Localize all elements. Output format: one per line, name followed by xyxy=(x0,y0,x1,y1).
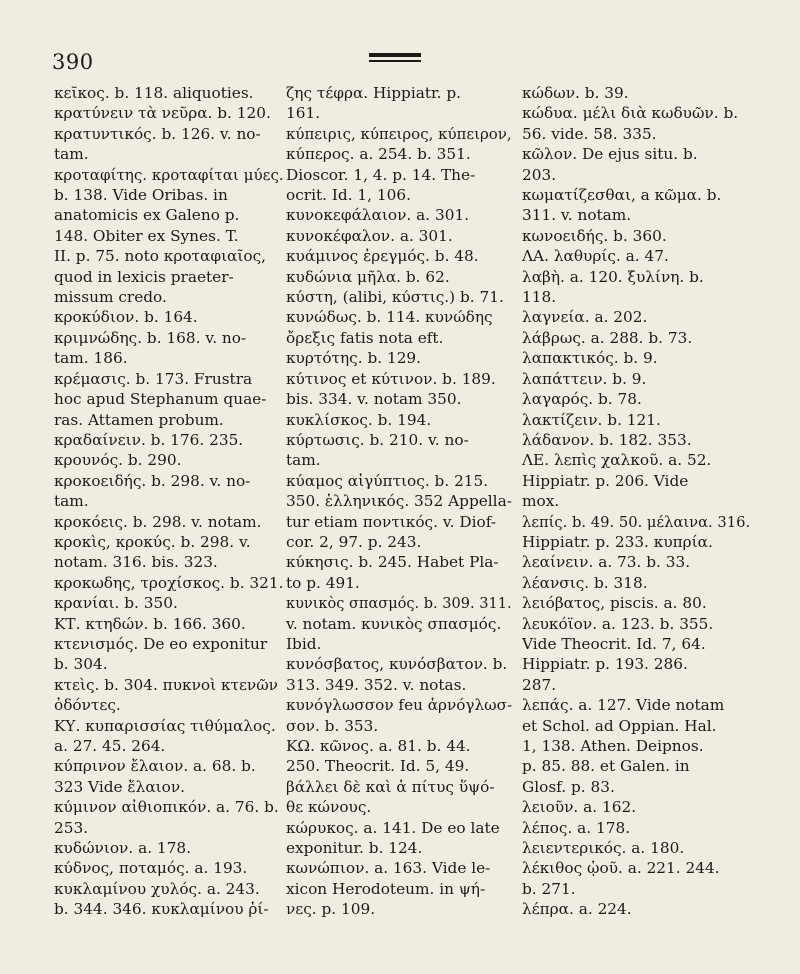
index-line: σον. b. 353. xyxy=(286,716,379,735)
index-line: λέκιθος ᾠοῦ. a. 221. 244. xyxy=(522,859,720,878)
index-line: Ibid. xyxy=(286,634,322,653)
index-column-3 xyxy=(522,83,751,919)
index-line: anatomicis ex Galeno p. xyxy=(54,206,240,225)
index-line: κυκλαμίνου χυλός. a. 243. xyxy=(54,879,260,898)
index-line: ὄρεξις fatis nota eft. xyxy=(286,328,444,347)
index-line: tur etiam ποντικός. v. Diof- xyxy=(286,512,497,531)
index-line: κώδων. b. 39. xyxy=(522,84,629,102)
index-line: 250. Theocrit. Id. 5, 49. xyxy=(286,757,470,776)
index-line: λαβὴ. a. 120. ξυλίνη. b. xyxy=(522,267,704,286)
index-line: Hippiatr. p. 206. Vide xyxy=(522,471,689,490)
index-line: νες. p. 109. xyxy=(286,900,376,919)
index-line: 350. ἑλληνικός. 352 Appella- xyxy=(286,492,512,511)
index-line: λέπος. a. 178. xyxy=(522,818,631,837)
index-line: ζης τέφρα. Hippiatr. p. xyxy=(286,84,462,102)
index-line: κυδώνια μῆλα. b. 62. xyxy=(286,267,450,286)
index-line: κυνοκεφάλαιον. a. 301. xyxy=(286,206,470,225)
index-line: κυδώνιον. a. 178. xyxy=(54,839,191,858)
index-line: κύρτωσις. b. 210. v. no- xyxy=(286,430,469,449)
index-line: κρατύνειν τὰ νεῦρα. b. 120. xyxy=(54,104,271,123)
index-line: Glosf. p. 83. xyxy=(522,777,615,796)
index-line: λεπάς. a. 127. Vide notam xyxy=(522,696,725,715)
index-line: λαπακτικός. b. 9. xyxy=(522,349,658,368)
index-line: κροκωδης, τροχίσκος. b. 321. xyxy=(54,573,284,592)
index-line: ras. Attamen probum. xyxy=(54,410,224,429)
index-line: et Schol. ad Oppian. Hal. xyxy=(522,716,717,735)
index-line: λέπρα. a. 224. xyxy=(522,900,632,919)
index-line: tam. 186. xyxy=(54,349,128,368)
index-line: κυάμινος ἐρεγμός. b. 48. xyxy=(286,247,479,266)
index-line: κυνοκέφαλον. a. 301. xyxy=(286,226,453,245)
index-line: a. 27. 45. 264. xyxy=(54,737,166,755)
index-line: 148. Obiter ex Synes. T. xyxy=(54,226,239,245)
index-line: κυνόσβατος, κυνόσβατον. b. xyxy=(286,655,508,674)
index-line: Vide Theocrit. Id. 7, 64. xyxy=(522,634,706,653)
index-line: λευκόϊον. a. 123. b. 355. xyxy=(522,614,714,633)
index-line: κύκησις. b. 245. Habet Pla- xyxy=(286,553,499,572)
index-line: to p. 491. xyxy=(286,573,360,592)
index-line: κριμνώδης. b. 168. v. no- xyxy=(54,328,247,347)
index-line: κύτινος et κύτινον. b. 189. xyxy=(286,369,496,388)
index-line: ὀδόντες. xyxy=(54,696,121,715)
index-line: λάβρως. a. 288. b. 73. xyxy=(522,328,693,347)
index-line: Dioscor. 1, 4. p. 14. The- xyxy=(286,165,476,184)
index-line: ΛΕ. λεπὶς χαλκοῦ. a. 52. xyxy=(522,451,712,470)
index-line: κυνικὸς σπασμός. b. 309. 311. xyxy=(286,594,512,613)
index-line: 161. xyxy=(286,104,321,123)
index-line: 253. xyxy=(54,818,89,837)
index-line: θε κώνους. xyxy=(286,798,372,817)
index-line: κύαμος αἰγύπτιος. b. 215. xyxy=(286,471,489,490)
index-line: λειόβατος, piscis. a. 80. xyxy=(522,594,707,613)
index-line: κύμινον αἰθιοπικόν. a. 76. b. xyxy=(54,798,279,817)
index-line: notam. 316. bis. 323. xyxy=(54,553,218,572)
index-line: βάλλει δὲ καὶ ἁ πίτυς ὕψό- xyxy=(286,777,495,796)
index-line: κύπρινον ἔλαιον. a. 68. b. xyxy=(54,757,256,776)
index-line: ΚΩ. κῶνος. a. 81. b. 44. xyxy=(286,737,471,755)
index-line: κροκὶς, κροκύς. b. 298. v. xyxy=(54,532,251,551)
index-line: 311. v. notam. xyxy=(522,206,632,225)
index-line: κροκύδιον. b. 164. xyxy=(54,308,198,327)
page-number: 390 xyxy=(52,50,94,74)
index-line: hoc apud Stephanum quae- xyxy=(54,390,267,409)
index-line: κύδνος, ποταμός. a. 193. xyxy=(54,859,248,878)
index-column-1 xyxy=(54,83,284,919)
index-line: κτεὶς. b. 304. πυκνοὶ κτενῶν xyxy=(54,675,278,694)
index-line: κυρτότης. b. 129. xyxy=(286,349,422,368)
index-line: xicon Herodoteum. in ψή- xyxy=(286,879,486,898)
index-line: κρατυντικός. b. 126. v. no- xyxy=(54,124,261,143)
index-line: missum credo. xyxy=(54,288,167,307)
index-line: ocrit. Id. 1, 106. xyxy=(286,186,411,205)
index-line: b. 138. Vide Oribas. in xyxy=(54,186,228,205)
index-line: tam. xyxy=(54,492,89,511)
index-line: κύπερος. a. 254. b. 351. xyxy=(286,145,471,164)
index-line: κροταφίτης. κροταφίται μύες. xyxy=(54,165,284,184)
index-line: κυνόγλωσσον feu ἀρνόγλωσ- xyxy=(286,696,513,715)
index-line: κωνοειδής. b. 360. xyxy=(522,226,667,245)
index-line: λαγνεία. a. 202. xyxy=(522,308,648,327)
index-line: κύπειρις, κύπειρος, κύπειρον, xyxy=(286,124,512,143)
index-line: κωνώπιον. a. 163. Vide le- xyxy=(286,859,491,878)
index-line: ΚΥ. κυπαρισσίας τιθύμαλος. xyxy=(54,716,276,735)
index-line: 313. 349. 352. v. notas. xyxy=(286,675,467,694)
index-line: λακτίζειν. b. 121. xyxy=(522,410,661,429)
index-line: λαπάττειν. b. 9. xyxy=(522,369,647,388)
header-ornament-rule xyxy=(369,53,421,62)
index-line: κώρυκος. a. 141. De eo late xyxy=(286,818,500,837)
index-line: λάδανον. b. 182. 353. xyxy=(522,430,692,449)
index-line: κρανίαι. b. 350. xyxy=(54,594,178,613)
index-line: v. notam. κυνικὸς σπασμός. xyxy=(286,614,502,633)
index-line: κεῖκος. b. 118. aliquoties. xyxy=(54,84,254,102)
index-line: κωματίζεσθαι, a κῶμα. b. xyxy=(522,186,722,205)
index-line: κύστη, (alibi, κύστις.) b. 71. xyxy=(286,288,504,307)
index-line: tam. xyxy=(286,451,321,470)
index-line: κώδυα. μέλι διὰ κωδυῶν. b. xyxy=(522,104,739,123)
index-line: cor. 2, 97. p. 243. xyxy=(286,532,422,551)
index-line: λαγαρός. b. 78. xyxy=(522,390,642,409)
index-line: mox. xyxy=(522,492,560,511)
index-line: κρουνός. b. 290. xyxy=(54,451,182,470)
index-line: ΚΤ. κτηδών. b. 166. 360. xyxy=(54,614,246,633)
index-line: κροκοειδής. b. 298. v. no- xyxy=(54,471,251,490)
index-line: λέανσις. b. 318. xyxy=(522,573,648,592)
index-line: κροκόεις. b. 298. v. notam. xyxy=(54,512,262,531)
index-line: II. p. 75. noto κροταφιαῖος, xyxy=(54,247,267,266)
index-column-2 xyxy=(286,83,513,919)
index-line: exponitur. b. 124. xyxy=(286,839,423,858)
index-line: p. 85. 88. et Galen. in xyxy=(522,757,690,776)
index-line: b. 271. xyxy=(522,879,576,898)
index-line: quod in lexicis praeter- xyxy=(54,267,234,286)
index-line: κυνώδως. b. 114. κυνώδης xyxy=(286,308,493,327)
index-line: κραδαίνειν. b. 176. 235. xyxy=(54,430,244,449)
index-line: tam. xyxy=(54,145,89,164)
index-line: λεπίς. b. 49. 50. μέλαινα. 316. xyxy=(522,512,751,531)
index-line: 1, 138. Athen. Deipnos. xyxy=(522,737,704,755)
index-line: b. 344. 346. κυκλαμίνου ῥί- xyxy=(54,900,269,919)
index-line: 118. xyxy=(522,288,557,307)
index-line: λειοῦν. a. 162. xyxy=(522,798,637,817)
index-line: κυκλίσκος. b. 194. xyxy=(286,410,432,429)
index-line: κτενισμός. De eo exponitur xyxy=(54,634,268,653)
index-line: Hippiatr. p. 233. κυπρία. xyxy=(522,532,713,551)
index-line: b. 304. xyxy=(54,655,108,674)
index-line: κῶλον. De ejus situ. b. xyxy=(522,145,698,164)
index-line: 323 Vide ἔλαιον. xyxy=(54,777,186,796)
index-line: bis. 334. v. notam 350. xyxy=(286,390,462,409)
index-line: λεαίνειν. a. 73. b. 33. xyxy=(522,553,691,572)
index-line: 56. vide. 58. 335. xyxy=(522,124,657,143)
index-line: 287. xyxy=(522,675,557,694)
index-line: 203. xyxy=(522,165,557,184)
index-line: λειεντερικός. a. 180. xyxy=(522,839,685,858)
index-line: κρέμασις. b. 173. Frustra xyxy=(54,369,253,388)
index-line: Hippiatr. p. 193. 286. xyxy=(522,655,688,674)
index-line: ΛΑ. λαθυρίς. a. 47. xyxy=(522,247,669,266)
